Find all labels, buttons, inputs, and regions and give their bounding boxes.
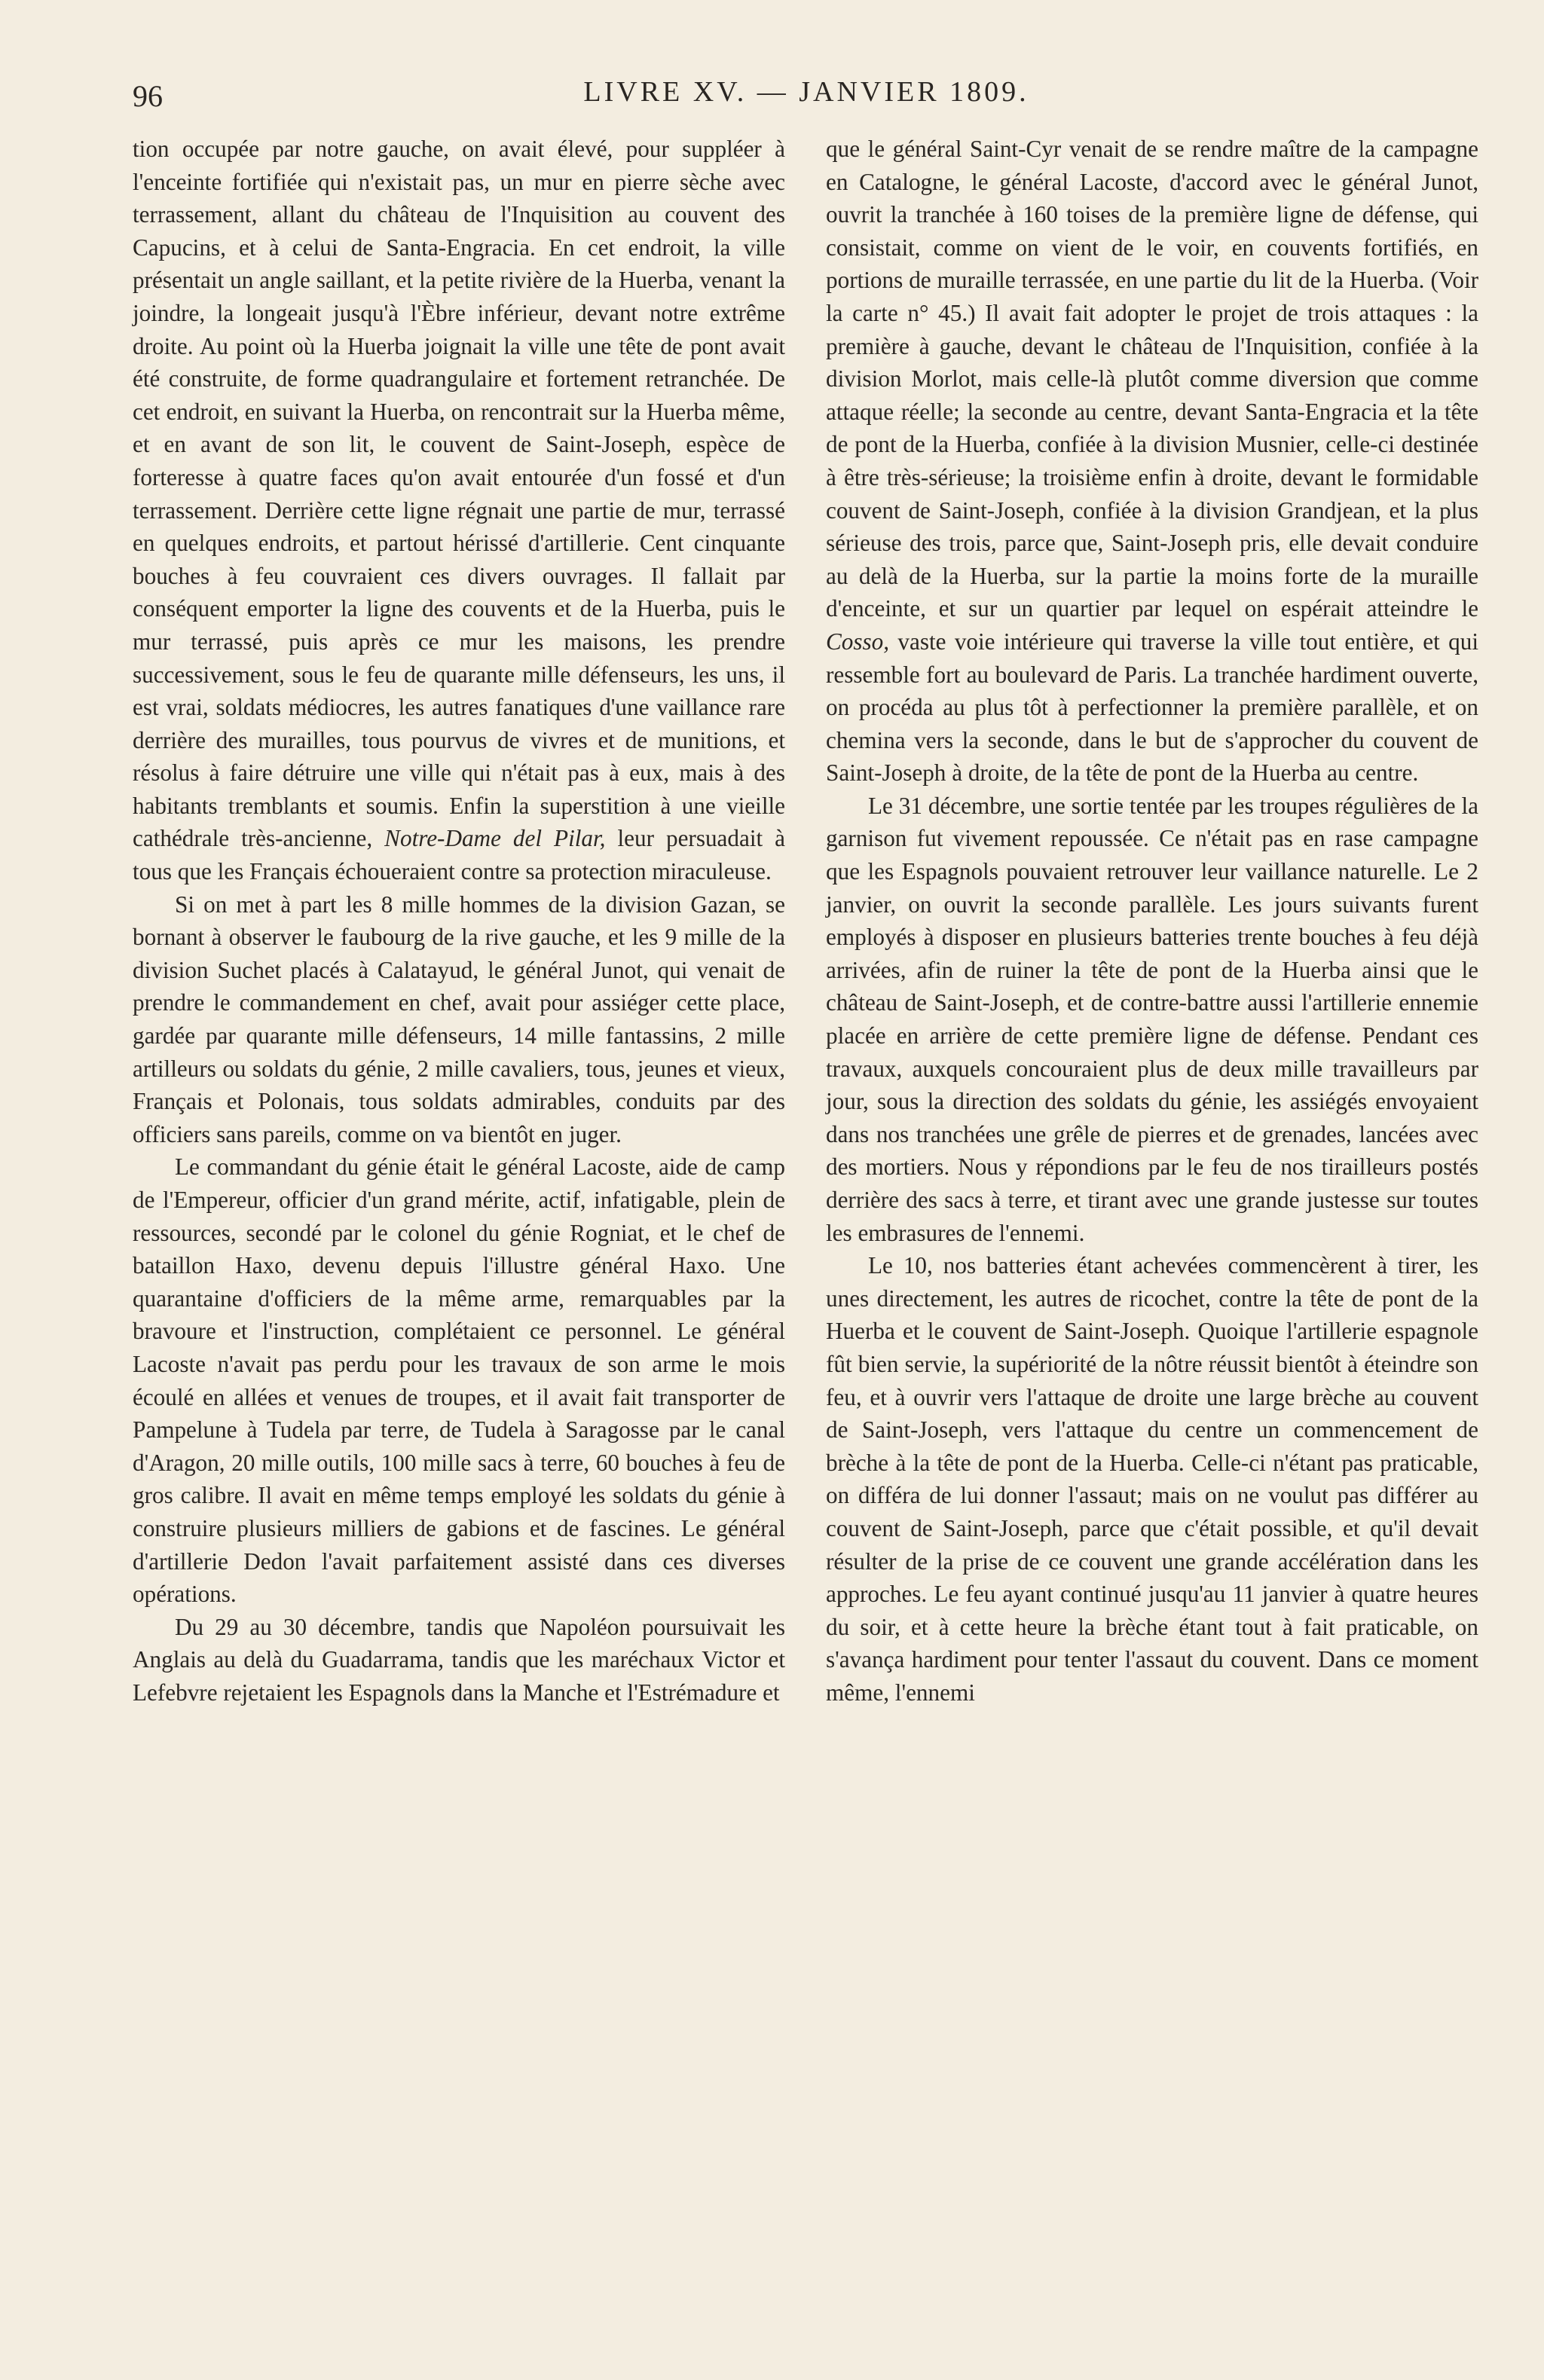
paragraph (826, 133, 1478, 790)
right-column (826, 133, 1478, 1709)
paragraph-text: tion occupée par notre gauche, on avait élevé, pour suppléer à l'enceinte fortifiée qui n'existait pas, un mur en pierre sèche avec terrassement, allant du château de l'Inquisition au couvent des Capucins, et à celui de Santa-Engracia. En cet endroit, la ville présentait un angle saillant, et la petite rivière de la Huerba, venant la joindre, la longeait jusqu'à l'Èbre inférieur, devant notre extrême droite. Au point où la Huerba joignait la ville une tête de pont avait été construite, de forme quadrangulaire et fortement retranchée. De cet endroit, en suivant la Huerba, on rencontrait sur la Huerba même, et en avant de son lit, le couvent de Saint-Joseph, espèce de forteresse à quatre faces qu'on avait entourée d'un fossé et d'un terrassement. Derrière cette ligne régnait une partie de mur, terrassé en quelques endroits, et partout hérissé d'artillerie. Cent cinquante bouches à feu couvraient ces divers ouvrages. Il fallait par conséquent emporter la ligne des couvents et de la Huerba, puis le mur terrassé, puis après ce mur les maisons, les prendre successivement, sous le feu de quarante mille défenseurs, les uns, il est vrai, soldats médiocres, les autres fanatiques d'une vaillance rare derrière des murailles, tous pourvus de vivres et de munitions, et résolus à faire détruire une ville qui n'était pas à eux, mais à des habitants tremblants et soumis. Enfin la superstition à une vieille cathédrale très-ancienne, (133, 136, 785, 852)
paragraph: Le commandant du génie était le général Lacoste, aide de camp de l'Empereur, officier d'un grand mérite, actif, infatigable, plein de ressources, secondé par le colonel du génie Rogniat, et le chef de bataillon Haxo, devenu depuis l'illustre général Haxo. Une quarantaine d'officiers de la même arme, remarquables par la bravoure et l'instruction, complétaient ce personnel. Le général Lacoste n'avait pas perdu pour les travaux de son arme le mois écoulé en allées et venues de troupes, et il avait fait transporter de Pampelune à Tudela par terre, de Tudela à Saragosse par le canal d'Aragon, 20 mille outils, 100 mille sacs à terre, 60 bouches à feu de gros calibre. Il avait en même temps employé les soldats du génie à construire plusieurs milliers de gabions et de fascines. Le général d'artillerie Dedon l'avait parfaitement assisté dans ces diverses opérations. (133, 1153, 785, 1608)
italic-text: Notre-Dame del Pilar, (384, 825, 606, 852)
paragraph-text: leur persuadait à tous que les Français échoueraient contre sa protection miraculeuse. (133, 825, 785, 885)
paragraph-text: que le général Saint-Cyr venait de se rendre maître de la campagne en Catalogne, le général Lacoste, d'accord avec le général Junot, ouvrit la tranchée à 160 toises de la première ligne de défense, qui consistait, comme on vient de le voir, en couvents fortifiés, en portions de muraille terrassée, en une partie du lit de la Huerba. (Voir la carte n° 45.) Il avait fait adopter le projet de trois attaques : la première à gauche, devant le château de l'Inquisition, confiée à la division Morlot, mais celle-là plutôt comme diversion que comme attaque réelle; la seconde au centre, devant Santa-Engracia et la tête de pont de la Huerba, confiée à la division Musnier, celle-ci destinée à être très-sérieuse; la troisième enfin à droite, devant le formidable couvent de Saint-Joseph, confiée à la division Grandjean, et la plus sérieuse des trois, parce que, Saint-Joseph pris, elle devait conduire au delà de la Huerba, sur la partie la moins forte de la muraille d'enceinte, et sur un quartier par lequel on espérait atteindre le (826, 136, 1478, 622)
page-number: 96 (133, 79, 163, 113)
paragraph: Du 29 au 30 décembre, tandis que Napoléon poursuivait les Anglais au delà du Guadarrama, tandis que les maréchaux Victor et Lefebvre rejetaient les Espagnols dans la Manche et l'Estrémadure et (133, 1613, 785, 1706)
page-header (133, 75, 1480, 121)
italic-text: Cosso, (826, 628, 890, 655)
paragraph: Si on met à part les 8 mille hommes de la division Gazan, se bornant à observer le faubourg de la rive gauche, et les 9 mille de la division Suchet placés à Calatayud, le général Junot, qui venait de prendre le commandement en chef, avait pour assiéger cette place, gardée par quarante mille défenseurs, 14 mille fantassins, 2 mille artilleurs ou soldats du génie, 2 mille cavaliers, tous, jeunes et vieux, Français et Polonais, tous soldats admirables, conduits par des officiers sans pareils, comme on va bientôt en juger. (133, 891, 785, 1147)
paragraph-text: vaste voie intérieure qui traverse la ville tout entière, et qui ressemble fort au boulevard de Paris. La tranchée hardiment ouverte, on procéda au plus tôt à perfectionner la première parallèle, et on chemina vers la seconde, dans le but de s'approcher du couvent de Saint-Joseph à droite, de la tête de pont de la Huerba au centre. (826, 628, 1478, 787)
running-head: LIVRE XV. — JANVIER 1809. (583, 76, 1029, 108)
paragraph: Le 10, nos batteries étant achevées commencèrent à tirer, les unes directement, les autres de ricochet, contre la tête de pont de la Huerba et le couvent de Saint-Joseph. Quoique l'artillerie espagnole fût bien servie, la supériorité de la nôtre réussit bientôt à éteindre son feu, et à ouvrir vers l'attaque de droite une large brèche au couvent de Saint-Joseph, vers l'attaque du centre un commencement de brèche à la tête de pont de la Huerba. Celle-ci n'étant pas praticable, on différa de lui donner l'assaut; mais on ne voulut pas différer au couvent de Saint-Joseph, parce que c'était possible, et qu'il devait résulter de la prise de ce couvent une grande accélération dans les approches. Le feu ayant continué jusqu'au 11 janvier à quatre heures du soir, et à cette heure la brèche étant tout à fait praticable, on s'avança hardiment pour tenter l'assaut du couvent. Dans ce moment même, l'ennemi (826, 1252, 1478, 1706)
paragraph (133, 133, 785, 888)
paragraph: Le 31 décembre, une sortie tentée par les troupes régulières de la garnison fut vivement repoussée. Ce n'était pas en rase campagne que les Espagnols pouvaient retrouver leur vaillance naturelle. Le 2 janvier, on ouvrit la seconde parallèle. Les jours suivants furent employés à disposer en plusieurs batteries trente bouches à feu déjà arrivées, afin de ruiner la tête de pont de la Huerba ainsi que le château de Saint-Joseph, et de contre-battre aussi l'artillerie ennemie placée en arrière de cette première ligne de défense. Pendant ces travaux, auxquels concouraient plus de deux mille travailleurs par jour, sous la direction des soldats du génie, les assiégés envoyaient dans nos tranchées une grêle de pierres et de grenades, lancées avec des mortiers. Nous y répondions par le feu de nos tirailleurs postés derrière des sacs à terre, et tirant avec une grande justesse sur toutes les embrasures de l'ennemi. (826, 792, 1478, 1246)
left-column (133, 133, 785, 1709)
